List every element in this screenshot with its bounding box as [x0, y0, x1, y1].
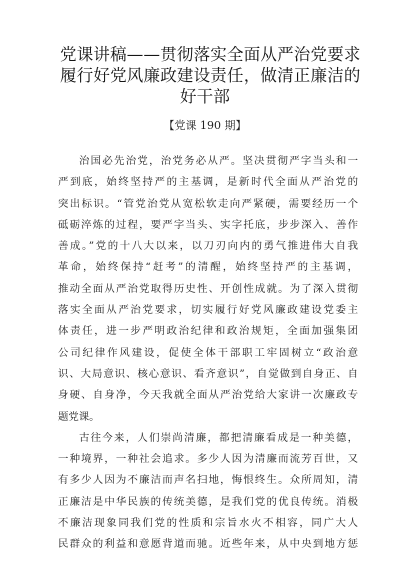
issue-label: 【党课 190 期】 — [163, 119, 247, 132]
body-line: 古往今来，人们崇尚清廉，都把清廉看成是一种美德， — [79, 431, 358, 444]
body-line: 推动全面从严治党取得历史性、开创性成就。为了深入贯彻 — [58, 282, 358, 295]
body-line: 善成。”党的十八大以来，以刀刃向内的勇气推进伟大自我 — [58, 240, 358, 253]
body-line: 严到底，始终坚持严的主基调，是新时代全面从严治党的 — [58, 176, 358, 189]
body-line: 治国必先治党，治党务必从严。坚决贯彻严字当头和一 — [79, 155, 358, 167]
body-line: 公司纪律作风建设，促使全体干部职工牢固树立“政治意 — [58, 346, 358, 359]
title-line-1: 党课讲稿——贯彻落实全面从严治党要求 — [60, 45, 361, 64]
body-line: 革命，始终保持“赶考”的清醒，始终坚持严的主基调， — [58, 261, 358, 274]
body-line: 体责任，进一步严明政治纪律和政治规矩，全面加强集团 — [58, 325, 358, 338]
body-line: 不廉洁现象同我们党的性质和宗旨水火不相容，同广大人 — [58, 517, 358, 530]
body-line: 民群众的利益和意愿背道而驰。近些年来，从中央到地方惩 — [58, 538, 358, 551]
body-line: 一种境界，一种社会追求。多少人因为清廉而流芳百世，又 — [58, 453, 358, 466]
body-line: 突出标识。“管党治党从宽松软走向严紧硬，需要经历一个 — [58, 197, 358, 210]
title-line-3: 好干部 — [179, 87, 231, 106]
body-line: 落实全面从严治党要求，切实履行好党风廉政建设党委主 — [58, 304, 358, 317]
body-line: 识、大局意识、核心意识、看齐意识”，自觉做到自身正、自 — [58, 367, 358, 380]
body-line: 身硬、自身净，今天我就全面从严治党给大家讲一次廉政专 — [58, 389, 358, 402]
body-line: 砥砺淬炼的过程，要严字当头、实字托底，步步深入、善作 — [58, 218, 358, 231]
body-line: 题党课。 — [58, 410, 100, 423]
title-line-2: 履行好党风廉政建设责任，做清正廉洁的 — [60, 66, 361, 85]
body-line: 有多少人因为不廉洁而声名扫地，悔恨终生。众所周知，清 — [58, 474, 358, 487]
body-line: 正廉洁是中华民族的传统美德，是我们党的优良传统。消极 — [58, 495, 358, 508]
document-title — [60, 44, 361, 107]
document-body — [58, 151, 358, 556]
